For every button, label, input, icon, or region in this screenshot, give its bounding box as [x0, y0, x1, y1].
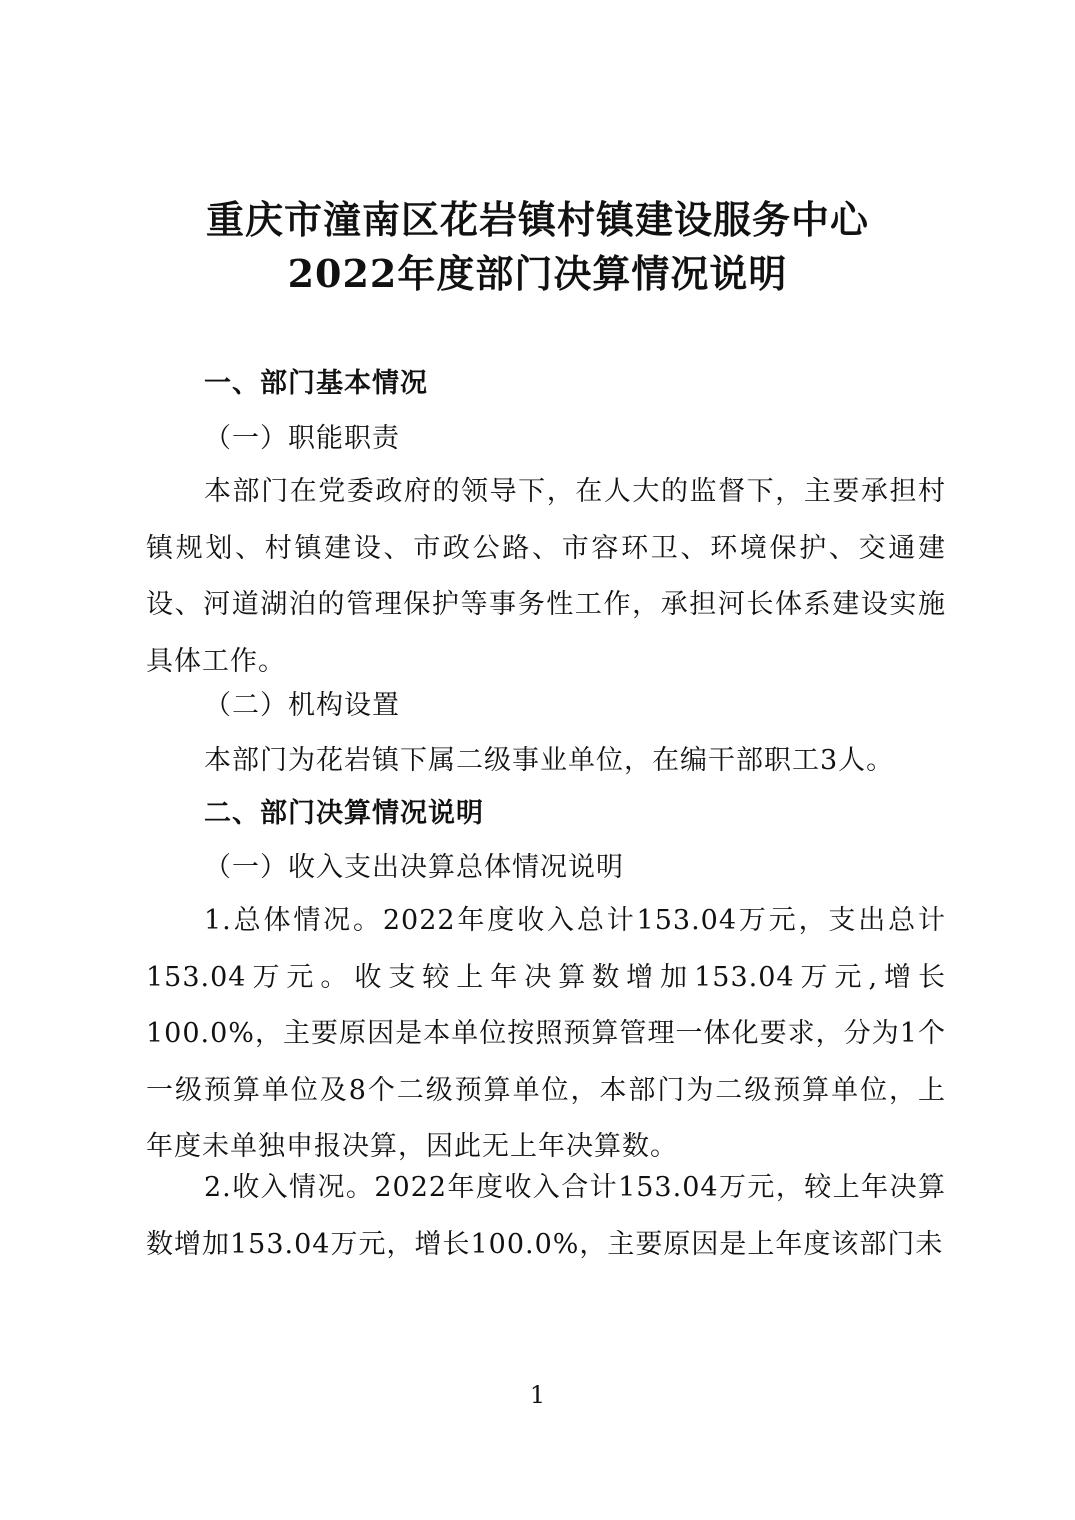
section1-sub1-heading: （一）职能职责: [204, 423, 400, 454]
section2-heading: 二、部门决算情况说明: [204, 798, 484, 829]
section1-heading: 一、部门基本情况: [204, 368, 428, 399]
section1-sub1-text: 本部门在党委政府的领导下，在人大的监督下，主要承担村镇规划、村镇建设、市政公路、市容环卫、环境保护、交通建设、河道湖泊的管理保护等事务性工作，承担河长体系建设实施具体工作。: [146, 476, 946, 677]
section2-sub1-heading: （一）收入支出决算总体情况说明: [204, 852, 624, 883]
document-title-line2: 2022年度部门决算情况说明: [287, 251, 788, 296]
section2-item2-text: 2.收入情况。2022年度收入合计153.04万元，较上年决算数增加153.04万元，增长100.0%，主要原因是上年度该部门未: [146, 1172, 946, 1260]
document-title-line1: 重庆市潼南区花岩镇村镇建设服务中心: [205, 197, 869, 242]
page-number: 1: [529, 1381, 546, 1409]
section1-sub2-heading: （二）机构设置: [204, 690, 400, 721]
section2-item1-text: 1.总体情况。2022年度收入总计153.04万元，支出总计153.04万元。收支较上年决算数增加153.04万元,增长100.0%，主要原因是本单位按照预算管理一体化要求，分为1个一级预算单位及8个二级预算单位，本部门为二级预算单位，上年度未单独申报决算，因此无上年决算数。: [146, 905, 946, 1162]
section1-sub2-text: 本部门为花岩镇下属二级事业单位，在编干部职工3人。: [204, 745, 895, 776]
